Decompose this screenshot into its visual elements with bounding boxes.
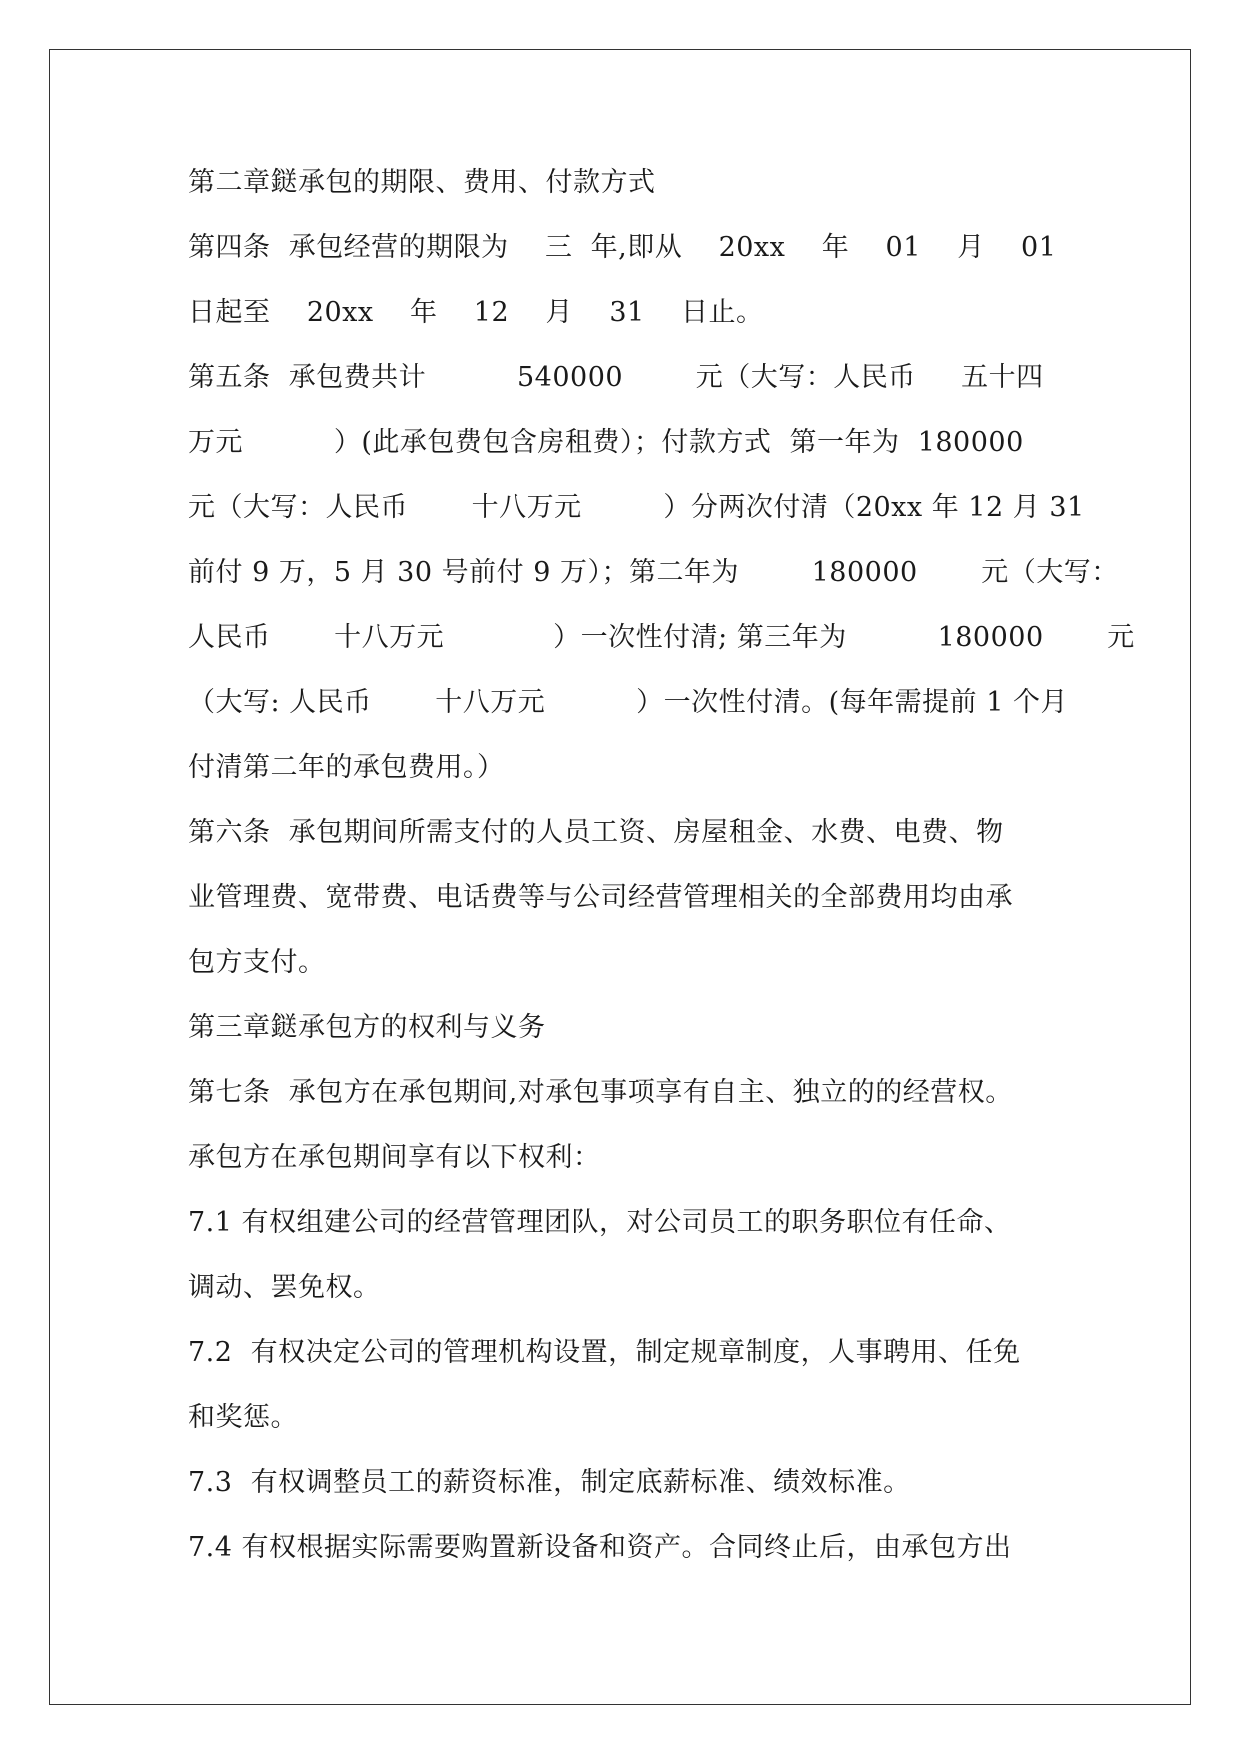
article-7-line-2: 承包方在承包期间享有以下权利： [188,1142,601,1173]
chapter-heading-2: 第二章鎹承包的期限、费用、付款方式 [188,167,656,198]
clause-7-1-line-2: 调动、罢免权。 [188,1272,381,1303]
clause-7-3-line-1: 7.3 有权调整员工的薪资标准，制定底薪标准、绩效标准。 [188,1467,911,1498]
article-5-line-3: 元（大写：人民币 十八万元 ）分两次付清（20xx 年 12 月 31 [188,492,1085,523]
article-5-line-2: 万元 ）(此承包费包含房租费）；付款方式 第一年为 180000 [188,427,1024,458]
document-body [188,160,1135,1590]
article-5-line-1: 第五条 承包费共计 540000 元（大写：人民币 五十四 [188,362,1044,393]
clause-7-2-line-1: 7.2 有权决定公司的管理机构设置，制定规章制度，人事聘用、任免 [188,1337,1021,1368]
clause-7-1-line-1: 7.1 有权组建公司的经营管理团队，对公司员工的职务职位有任命、 [188,1207,1012,1238]
article-6-line-3: 包方支付。 [188,947,326,978]
chapter-heading-3: 第三章鎹承包方的权利与义务 [188,1012,546,1043]
article-6-line-1: 第六条 承包期间所需支付的人员工资、房屋租金、水费、电费、物 [188,817,1004,848]
clause-7-4-line-1: 7.4 有权根据实际需要购置新设备和资产。合同终止后，由承包方出 [188,1532,1012,1563]
article-5-line-5: 人民币 十八万元 ）一次性付清; 第三年为 180000 元 [188,622,1135,653]
article-5-line-6: （大写: 人民币 十八万元 ）一次性付清。(每年需提前 1 个月 [188,687,1068,718]
article-6-line-2: 业管理费、宽带费、电话费等与公司经营管理相关的全部费用均由承 [188,882,1013,913]
article-4-line-2: 日起至 20xx 年 12 月 31 日止。 [188,297,764,328]
clause-7-2-line-2: 和奖惩。 [188,1402,298,1433]
article-7-line-1: 第七条 承包方在承包期间,对承包事项享有自主、独立的的经营权。 [188,1077,1013,1108]
article-5-line-4: 前付 9 万，5 月 30 号前付 9 万）；第二年为 180000 元（大写： [188,557,1119,588]
article-4-line-1: 第四条 承包经营的期限为 三 年,即从 20xx 年 01 月 01 [188,232,1057,263]
article-5-line-7: 付清第二年的承包费用。） [188,752,505,783]
